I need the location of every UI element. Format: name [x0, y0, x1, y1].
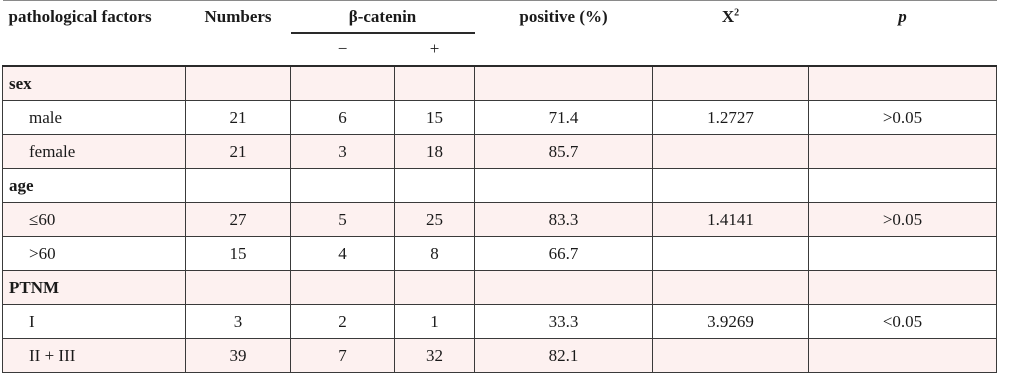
cell-chi-square: [653, 339, 809, 373]
cell-numbers: 21: [186, 101, 291, 135]
table-row: [3, 339, 997, 373]
empty-cell: [653, 66, 809, 101]
header-beta-catenin-label: β-catenin: [348, 7, 417, 26]
cell-positive: 25: [395, 203, 475, 237]
empty-cell: [475, 169, 653, 203]
group-row-ptnm: [3, 271, 997, 305]
cell-negative: 7: [291, 339, 395, 373]
cell-negative: 5: [291, 203, 395, 237]
cell-negative: 6: [291, 101, 395, 135]
cell-positive: 18: [395, 135, 475, 169]
cell-p-value: [809, 339, 997, 373]
group-row-sex: [3, 66, 997, 101]
cell-percent: 71.4: [475, 101, 653, 135]
header-beta-catenin: [291, 1, 475, 34]
cell-percent: 85.7: [475, 135, 653, 169]
table-row: [3, 135, 997, 169]
table-row: [3, 237, 997, 271]
cell-positive: 32: [395, 339, 475, 373]
cell-chi-square: [653, 135, 809, 169]
header-pathological-factors: pathological factors: [3, 1, 186, 34]
cell-positive: 15: [395, 101, 475, 135]
group-row-age: [3, 169, 997, 203]
group-label: PTNM: [3, 271, 186, 305]
cell-chi-square: 1.2727: [653, 101, 809, 135]
cell-negative: 4: [291, 237, 395, 271]
empty-cell: [809, 66, 997, 101]
empty-cell: [291, 271, 395, 305]
chi-symbol: X: [721, 7, 735, 26]
header-spacer: [3, 33, 186, 66]
empty-cell: [475, 271, 653, 305]
cell-percent: 82.1: [475, 339, 653, 373]
header-spacer: [186, 33, 291, 66]
row-label: I: [3, 305, 186, 339]
empty-cell: [809, 271, 997, 305]
cell-chi-square: 3.9269: [653, 305, 809, 339]
empty-cell: [475, 66, 653, 101]
row-label: female: [3, 135, 186, 169]
row-label: ≤60: [3, 203, 186, 237]
cell-numbers: 39: [186, 339, 291, 373]
cell-positive: 8: [395, 237, 475, 271]
empty-cell: [186, 271, 291, 305]
cell-p-value: >0.05: [809, 203, 997, 237]
table-row: [3, 305, 997, 339]
table-row: [3, 203, 997, 237]
cell-negative: 3: [291, 135, 395, 169]
header-beta-catenin-rule: [291, 32, 475, 34]
empty-cell: [653, 271, 809, 305]
header-negative: −: [337, 39, 348, 58]
cell-numbers: 3: [186, 305, 291, 339]
header-numbers: Numbers: [186, 1, 291, 34]
row-label: II + III: [3, 339, 186, 373]
group-label: age: [3, 169, 186, 203]
empty-cell: [395, 169, 475, 203]
table-row: [3, 101, 997, 135]
empty-cell: [809, 169, 997, 203]
empty-cell: [291, 66, 395, 101]
cell-numbers: 15: [186, 237, 291, 271]
empty-cell: [395, 271, 475, 305]
cell-positive: 1: [395, 305, 475, 339]
header-spacer: [475, 33, 653, 66]
cell-numbers: 21: [186, 135, 291, 169]
empty-cell: [186, 66, 291, 101]
table-body: [3, 66, 997, 373]
header-chi-square: [653, 1, 809, 34]
empty-cell: [291, 169, 395, 203]
row-label: male: [3, 101, 186, 135]
empty-cell: [395, 66, 475, 101]
cell-numbers: 27: [186, 203, 291, 237]
cell-p-value: <0.05: [809, 305, 997, 339]
cell-negative: 2: [291, 305, 395, 339]
cell-percent: 33.3: [475, 305, 653, 339]
cell-p-value: [809, 237, 997, 271]
cell-chi-square: 1.4141: [653, 203, 809, 237]
cell-p-value: >0.05: [809, 101, 997, 135]
chi-superscript: 2: [734, 7, 740, 19]
header-spacer: [653, 33, 809, 66]
cell-percent: 83.3: [475, 203, 653, 237]
empty-cell: [186, 169, 291, 203]
beta-catenin-table: [2, 0, 997, 373]
header-positive-percent: positive (%): [475, 1, 653, 34]
header-spacer: [809, 33, 997, 66]
cell-percent: 66.7: [475, 237, 653, 271]
cell-chi-square: [653, 237, 809, 271]
empty-cell: [653, 169, 809, 203]
header-p-value: p: [809, 1, 997, 34]
group-label: sex: [3, 66, 186, 101]
row-label: >60: [3, 237, 186, 271]
cell-p-value: [809, 135, 997, 169]
header-positive: +: [429, 39, 440, 58]
